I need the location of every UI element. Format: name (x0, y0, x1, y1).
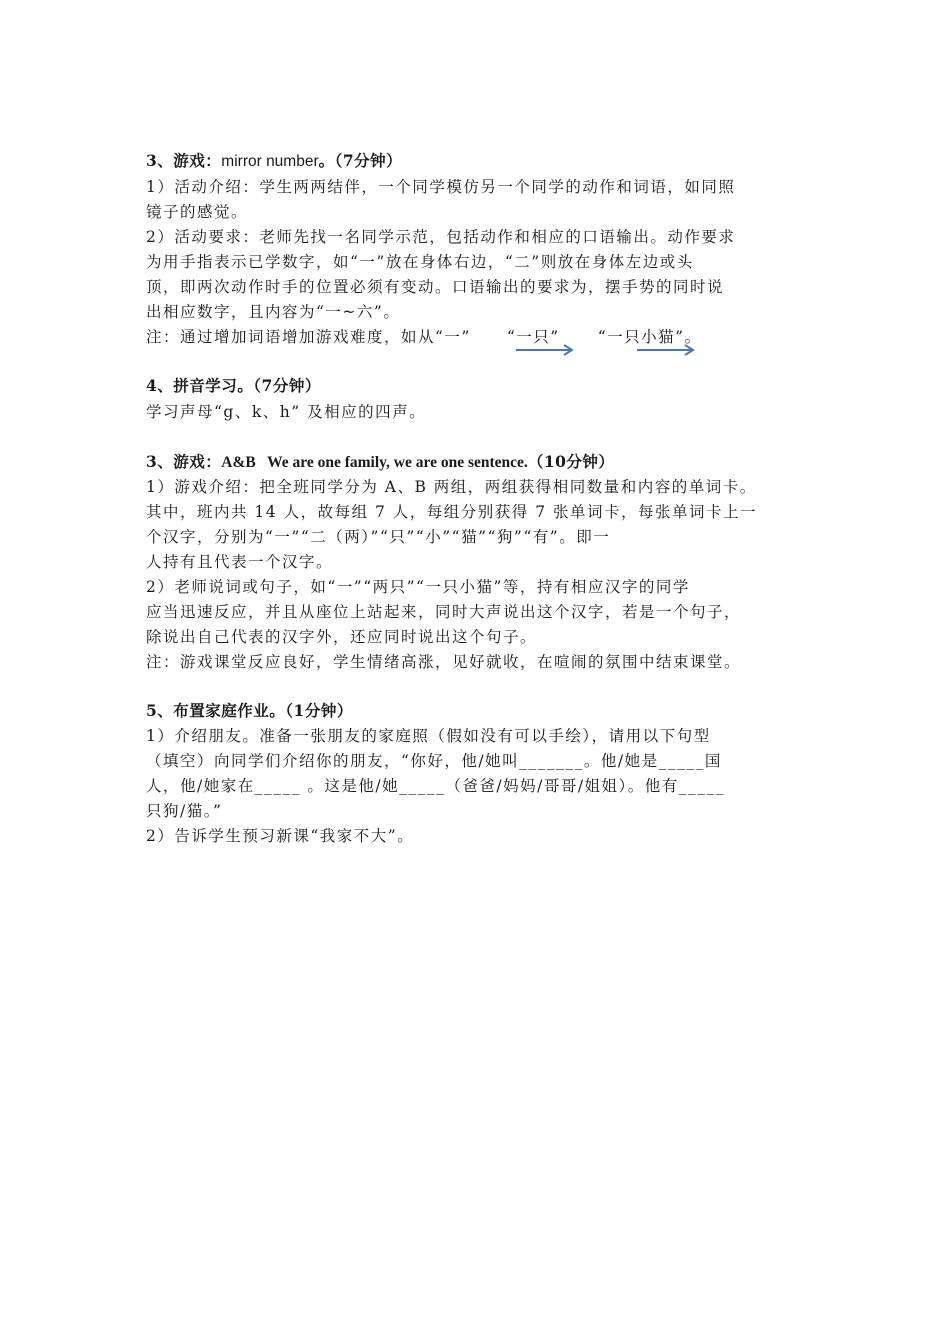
paragraph-line: 顶，即两次动作时手的位置必须有变动。口语输出的要求为，摆手势的同时说 (146, 278, 725, 296)
paragraph-line: 1）活动介绍：学生两两结伴，一个同学模仿另一个同学的动作和词语，如同照 (146, 178, 736, 196)
paragraph-line: 个汉字，分别为“一”“二（两）”“只”“小”“猫”“狗”“有”。即一 (146, 528, 611, 546)
paragraph-line: 其中，班内共 14 人，故每组 7 人，每组分别获得 7 张单词卡，每张单词卡上一 (146, 503, 758, 521)
arrow-right-icon (636, 343, 698, 357)
paragraph-line: 2）活动要求：老师先找一名同学示范，包括动作和相应的口语输出。动作要求 (146, 228, 736, 246)
note-line: 注：游戏课堂反应良好，学生情绪高涨，见好就收，在喧闹的氛围中结束课堂。 (146, 653, 742, 671)
paragraph-line: 人持有且代表一个汉字。 (146, 553, 334, 571)
paragraph-line: 镜子的感觉。 (146, 203, 249, 221)
heading-prefix: 3、游戏： (146, 151, 222, 170)
paragraph-line: 1）游戏介绍：把全班同学分为 A、B 两组，两组获得相同数量和内容的单词卡。 (146, 478, 757, 496)
paragraph-line: 只狗/猫。” (146, 802, 223, 820)
section-heading-homework: 5、布置家庭作业。（1分钟） (146, 701, 353, 720)
paragraph-line: 除说出自己代表的汉字外，还应同时说出这个句子。 (146, 628, 538, 646)
heading-suffix: 。（7分钟） (318, 151, 403, 170)
heading-game-name: A&B We are one family, we are one sentence. (221, 454, 528, 471)
section-heading-pinyin: 4、拼音学习。（7分钟） (146, 376, 321, 395)
paragraph-line: 人，他/她家在_____ 。这是他/她_____（爸爸/妈妈/哥哥/姐姐）。他有_____ (146, 777, 726, 795)
arrow-right-icon (515, 343, 577, 357)
paragraph-line: 应当迅速反应，并且从座位上站起来，同时大声说出这个汉字，若是一个句子， (146, 603, 742, 621)
note-line (146, 325, 702, 349)
paragraph-line: 出相应数字，且内容为“一~六”。 (146, 303, 401, 321)
heading-game-name: mirror number (221, 153, 319, 170)
heading-suffix: （10分钟） (527, 452, 615, 471)
heading-prefix: 3、游戏： (146, 452, 222, 471)
note-end: “一只小猫”。 (597, 328, 702, 346)
paragraph-line: 学习声母“g、k、h” 及相应的四声。 (146, 403, 427, 421)
paragraph-line: 2）老师说词或句子，如“一”“两只”“一只小猫”等，持有相应汉字的同学 (146, 578, 690, 596)
paragraph-line: （填空）向同学们介绍你的朋友，“你好，他/她叫_______。他/她是_____国 (146, 752, 722, 770)
paragraph-line: 为用手指表示已学数字，如“一”放在身体右边，“二”则放在身体左边或头 (146, 253, 694, 271)
paragraph-line: 2）告诉学生预习新课“我家不大”。 (146, 827, 415, 845)
note-prefix: 注：通过增加词语增加游戏难度，如从“一” (146, 328, 471, 346)
paragraph-line: 1）介绍朋友。准备一张朋友的家庭照（假如没有可以手绘），请用以下句型 (146, 727, 711, 745)
section-heading-mirror-game (146, 149, 402, 174)
section-heading-family-game (146, 450, 614, 475)
note-mid: “一只” (506, 328, 560, 346)
